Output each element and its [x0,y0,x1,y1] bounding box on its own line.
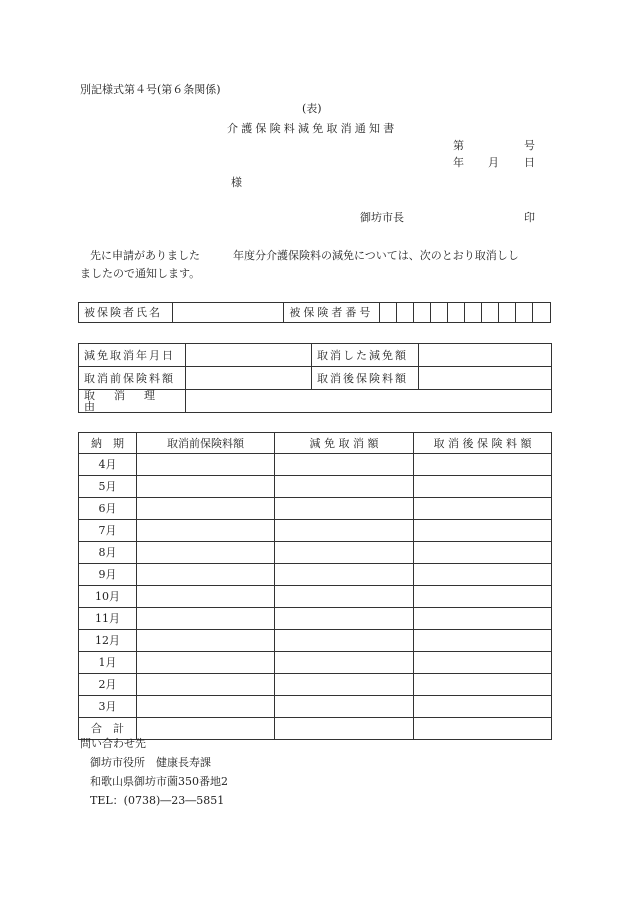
contact-address: 和歌山県御坊市薗350番地2 [90,775,228,788]
month-cell: 6月 [79,498,137,520]
date-day: 日 [524,156,535,169]
cancelled-amount-cell[interactable] [275,476,414,498]
premium-after-cell[interactable] [414,586,552,608]
premium-before-cell[interactable] [137,586,275,608]
insured-number-digit[interactable] [464,303,481,323]
insured-number-label: 被保険者番号 [284,303,379,323]
date-month: 月 [488,156,499,169]
total-label: 合 計 [79,718,137,740]
insured-number-digit[interactable] [481,303,498,323]
table-row [79,542,552,564]
header-premium-before: 取消前保険料額 [137,433,275,454]
cancel-reason-label: 取 消 理 由 [79,390,186,413]
header-cancelled-amount: 減 免 取 消 額 [275,433,414,454]
insured-number-digit[interactable] [413,303,430,323]
premium-before-cell[interactable] [137,454,275,476]
doc-number-go: 号 [524,139,535,152]
premium-before-cell[interactable] [137,542,275,564]
insured-name-field[interactable] [173,303,284,323]
premium-after-cell[interactable] [414,696,552,718]
contact-title: 問い合わせ先 [80,737,146,750]
contact-office: 御坊市役所 健康長寿課 [90,756,211,769]
header-due-period: 納 期 [79,433,137,454]
date-year: 年 [453,156,464,169]
contact-tel: TEL：(0738)―23―5851 [90,794,225,807]
table-row [79,630,552,652]
premium-before-cell[interactable] [137,476,275,498]
side-label: (表) [302,102,322,115]
cancel-date-label: 減免取消年月日 [79,344,186,367]
cancelled-amount-cell[interactable] [275,630,414,652]
insured-number-digit[interactable] [515,303,532,323]
premium-after-cell[interactable] [414,564,552,586]
premium-before-cell[interactable] [137,564,275,586]
premium-before-cell[interactable] [137,696,275,718]
cancel-info-table [78,343,552,413]
cancelled-amount-cell[interactable] [275,586,414,608]
premium-after-cell[interactable] [414,476,552,498]
insured-number-digit[interactable] [532,303,550,323]
insured-table [78,302,551,323]
premium-after-cell[interactable] [414,498,552,520]
premium-after-cell[interactable] [414,542,552,564]
cancelled-amount-cell[interactable] [275,454,414,476]
header-premium-after: 取 消 後 保 険 料 額 [414,433,552,454]
document-title: 介護保険料減免取消通知書 [227,122,398,135]
premium-after-cell[interactable] [414,520,552,542]
table-row [79,608,552,630]
premium-before-cell[interactable] [137,520,275,542]
month-cell: 1月 [79,652,137,674]
cancelled-amount-cell[interactable] [275,498,414,520]
total-premium-before-cell[interactable] [137,718,275,740]
insured-number-digit[interactable] [379,303,396,323]
payment-table [78,432,552,740]
premium-after-cell[interactable] [414,608,552,630]
cancelled-amount-cell[interactable] [275,674,414,696]
month-cell: 5月 [79,476,137,498]
cancelled-amount-cell[interactable] [275,520,414,542]
premium-before-cell[interactable] [137,498,275,520]
premium-before-cell[interactable] [137,674,275,696]
month-cell: 4月 [79,454,137,476]
month-cell: 11月 [79,608,137,630]
table-row [79,520,552,542]
table-row [79,476,552,498]
body-text-line2: ましたので通知します。 [80,267,201,280]
total-cancelled-amount-cell[interactable] [275,718,414,740]
month-cell: 8月 [79,542,137,564]
insured-number-digit[interactable] [447,303,464,323]
premium-after-cell[interactable] [414,630,552,652]
month-cell: 9月 [79,564,137,586]
premium-before-cell[interactable] [137,630,275,652]
cancelled-amount-label: 取消した減免額 [312,344,419,367]
seal-mark: 印 [524,211,535,224]
table-row [79,454,552,476]
cancel-reason-field[interactable] [186,390,552,413]
table-row [79,586,552,608]
table-row [79,564,552,586]
table-row [79,652,552,674]
cancelled-amount-cell[interactable] [275,696,414,718]
insured-number-digit[interactable] [498,303,515,323]
table-row [79,498,552,520]
premium-before-cell[interactable] [137,652,275,674]
table-row [79,696,552,718]
body-text-line1: 先に申請がありました 年度分介護保険料の減免については、次のとおり取消しし [90,249,519,262]
insured-number-digit[interactable] [396,303,413,323]
total-premium-after-cell[interactable] [414,718,552,740]
premium-after-cell[interactable] [414,674,552,696]
cancelled-amount-cell[interactable] [275,564,414,586]
month-cell: 7月 [79,520,137,542]
table-row [79,674,552,696]
month-cell: 2月 [79,674,137,696]
month-cell: 10月 [79,586,137,608]
month-cell: 3月 [79,696,137,718]
cancelled-amount-cell[interactable] [275,652,414,674]
cancel-date-field[interactable] [186,344,312,367]
month-cell: 12月 [79,630,137,652]
cancelled-amount-cell[interactable] [275,542,414,564]
form-label: 別記様式第４号(第６条関係) [80,83,221,96]
premium-after-field[interactable] [419,367,552,390]
addressee-suffix: 様 [231,176,242,189]
insured-name-label: 被保険者氏名 [79,303,173,323]
cancelled-amount-cell[interactable] [275,608,414,630]
premium-after-cell[interactable] [414,652,552,674]
total-row [79,718,552,740]
premium-after-cell[interactable] [414,454,552,476]
premium-before-field[interactable] [186,367,312,390]
doc-number-dai: 第 [453,139,464,152]
cancelled-amount-field[interactable] [419,344,552,367]
insured-number-digit[interactable] [430,303,447,323]
premium-after-label: 取消後保険料額 [312,367,419,390]
premium-before-label: 取消前保険料額 [79,367,186,390]
issuer: 御坊市長 [360,211,404,224]
premium-before-cell[interactable] [137,608,275,630]
